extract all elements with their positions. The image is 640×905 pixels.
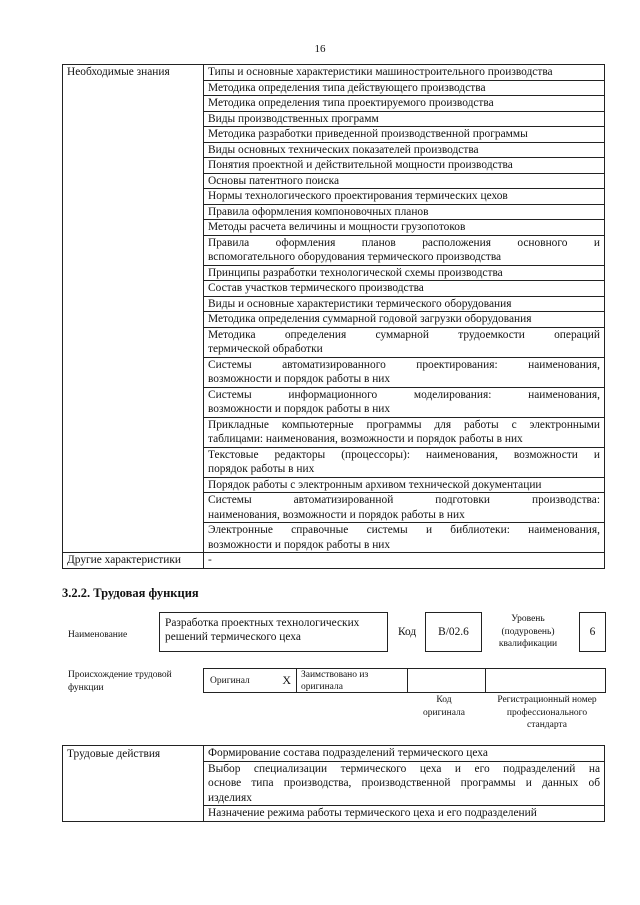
code-value: B/02.6 bbox=[425, 612, 482, 652]
knowledge-item: Виды основных технических показателей производства bbox=[204, 142, 605, 158]
borrowed-cell bbox=[296, 668, 408, 693]
original-mark: X bbox=[282, 673, 291, 687]
action-line: изделиях bbox=[208, 791, 252, 804]
knowledge-item: Методика определения типа проектируемого производства bbox=[204, 96, 605, 112]
knowledge-item: Типы и основные характеристики машиностроительного производства bbox=[204, 65, 605, 81]
action-line: Выбор специализации термического цеха и его подразделений на bbox=[208, 762, 600, 775]
action-item: Формирование состава подразделений термического цеха bbox=[204, 746, 605, 762]
knowledge-item-line: наименования, возможности и порядок работы в них bbox=[208, 508, 465, 521]
knowledge-item bbox=[204, 235, 605, 265]
name-label: Наименование bbox=[68, 630, 128, 640]
reg-number-cell bbox=[485, 668, 606, 693]
caption-line: оригинала bbox=[423, 707, 465, 718]
knowledge-item bbox=[204, 387, 605, 417]
knowledge-item: Основы патентного поиска bbox=[204, 173, 605, 189]
knowledge-item-line: Системы автоматизированного проектирования: наименования, bbox=[208, 358, 600, 371]
code-label: Код bbox=[398, 626, 417, 638]
knowledge-item-line: Методика определения суммарной трудоемкости операций bbox=[208, 328, 600, 341]
borrowed-label-line: оригинала bbox=[301, 681, 343, 692]
knowledge-item-line: Прикладные компьютерные программы для работы с электронными bbox=[208, 418, 600, 431]
code-original-caption bbox=[404, 694, 484, 719]
knowledge-item bbox=[204, 357, 605, 387]
knowledge-item-line: возможности и порядок работы в них bbox=[208, 373, 391, 385]
knowledge-item: Методика разработки приведенной производственной программы bbox=[204, 127, 605, 143]
knowledge-item-line: Текстовые редакторы (процессоры): наименования, возможности и bbox=[208, 448, 600, 461]
function-name-line: Разработка проектных технологических bbox=[165, 617, 360, 629]
action-item: Назначение режима работы термического цеха и его подразделений bbox=[204, 806, 605, 822]
knowledge-item-line: таблицами: наименования, возможности и порядок работы в них bbox=[208, 433, 523, 445]
knowledge-item bbox=[204, 417, 605, 447]
knowledge-label: Необходимые знания bbox=[63, 65, 204, 553]
knowledge-item: Состав участков термического производства bbox=[204, 281, 605, 297]
level-label bbox=[486, 613, 570, 651]
knowledge-item-line: Электронные справочные системы и библиотеки: наименования, bbox=[208, 524, 600, 536]
table-row bbox=[63, 65, 605, 81]
caption-line: Регистрационный номер bbox=[497, 695, 597, 705]
knowledge-item: Виды и основные характеристики термического оборудования bbox=[204, 296, 605, 312]
knowledge-item: Порядок работы с электронным архивом технической документации bbox=[204, 477, 605, 493]
original-cell bbox=[203, 668, 297, 693]
knowledge-item-line: возможности и порядок работы в них bbox=[208, 538, 391, 551]
knowledge-item: Методика определения типа действующего производства bbox=[204, 80, 605, 96]
knowledge-item-line: термической обработки bbox=[208, 343, 323, 355]
original-label: Оригинал bbox=[210, 676, 250, 686]
knowledge-item: Виды производственных программ bbox=[204, 111, 605, 127]
knowledge-item: Методика определения суммарной годовой загрузки оборудования bbox=[204, 312, 605, 328]
section-title: 3.2.2. Трудовая функция bbox=[62, 586, 199, 600]
borrowed-label-line: Заимствовано из bbox=[301, 670, 369, 680]
level-label-line: квалификации bbox=[498, 639, 558, 649]
knowledge-item bbox=[204, 447, 605, 477]
knowledge-table bbox=[62, 64, 605, 569]
caption-line: Код bbox=[436, 695, 452, 705]
caption-line: стандарта bbox=[527, 720, 567, 730]
knowledge-item: Правила оформления компоновочных планов bbox=[204, 204, 605, 220]
table-row bbox=[63, 746, 605, 762]
knowledge-item bbox=[204, 523, 605, 553]
level-value: 6 bbox=[579, 612, 606, 652]
knowledge-item: Нормы технологического проектирования термических цехов bbox=[204, 189, 605, 205]
action-item bbox=[204, 761, 605, 806]
knowledge-item bbox=[204, 493, 605, 523]
knowledge-item-line: Системы информационного моделирования: наименования, bbox=[208, 388, 600, 401]
action-line: основе типа производства, производственной программы и данных об bbox=[208, 777, 600, 789]
knowledge-item: Понятия проектной и действительной мощности производства bbox=[204, 158, 605, 174]
knowledge-item: Принципы разработки технологической схемы производства bbox=[204, 265, 605, 281]
knowledge-item-line: порядок работы в них bbox=[208, 463, 315, 475]
borrowed-label bbox=[301, 670, 368, 693]
actions-table bbox=[62, 745, 605, 822]
knowledge-item-line: Правила оформления планов расположения основного и bbox=[208, 236, 600, 249]
caption-line: профессионального bbox=[506, 707, 588, 718]
level-label-line: (подуровень) bbox=[501, 626, 555, 637]
knowledge-item-line: вспомогательного оборудования термического производства bbox=[208, 251, 502, 263]
other-label: Другие характеристики bbox=[63, 553, 204, 569]
knowledge-item-line: Системы автоматизированной подготовки производства: bbox=[208, 494, 600, 506]
table-row bbox=[63, 553, 605, 569]
knowledge-item-line: возможности и порядок работы в них bbox=[208, 403, 391, 415]
origin-row bbox=[203, 668, 606, 693]
actions-label: Трудовые действия bbox=[63, 746, 204, 822]
origin-label bbox=[68, 669, 198, 694]
reg-number-caption bbox=[487, 694, 607, 732]
level-label-line: Уровень bbox=[511, 614, 545, 624]
origin-label-line: функции bbox=[68, 682, 104, 693]
page-number: 16 bbox=[314, 43, 326, 55]
other-value: - bbox=[204, 553, 605, 569]
function-name-line: решений термического цеха bbox=[165, 631, 301, 643]
function-name-box bbox=[159, 612, 388, 652]
knowledge-item: Методы расчета величины и мощности грузопотоков bbox=[204, 220, 605, 236]
knowledge-item bbox=[204, 327, 605, 357]
origin-label-line: Происхождение трудовой bbox=[68, 670, 172, 680]
code-original-cell bbox=[407, 668, 486, 693]
